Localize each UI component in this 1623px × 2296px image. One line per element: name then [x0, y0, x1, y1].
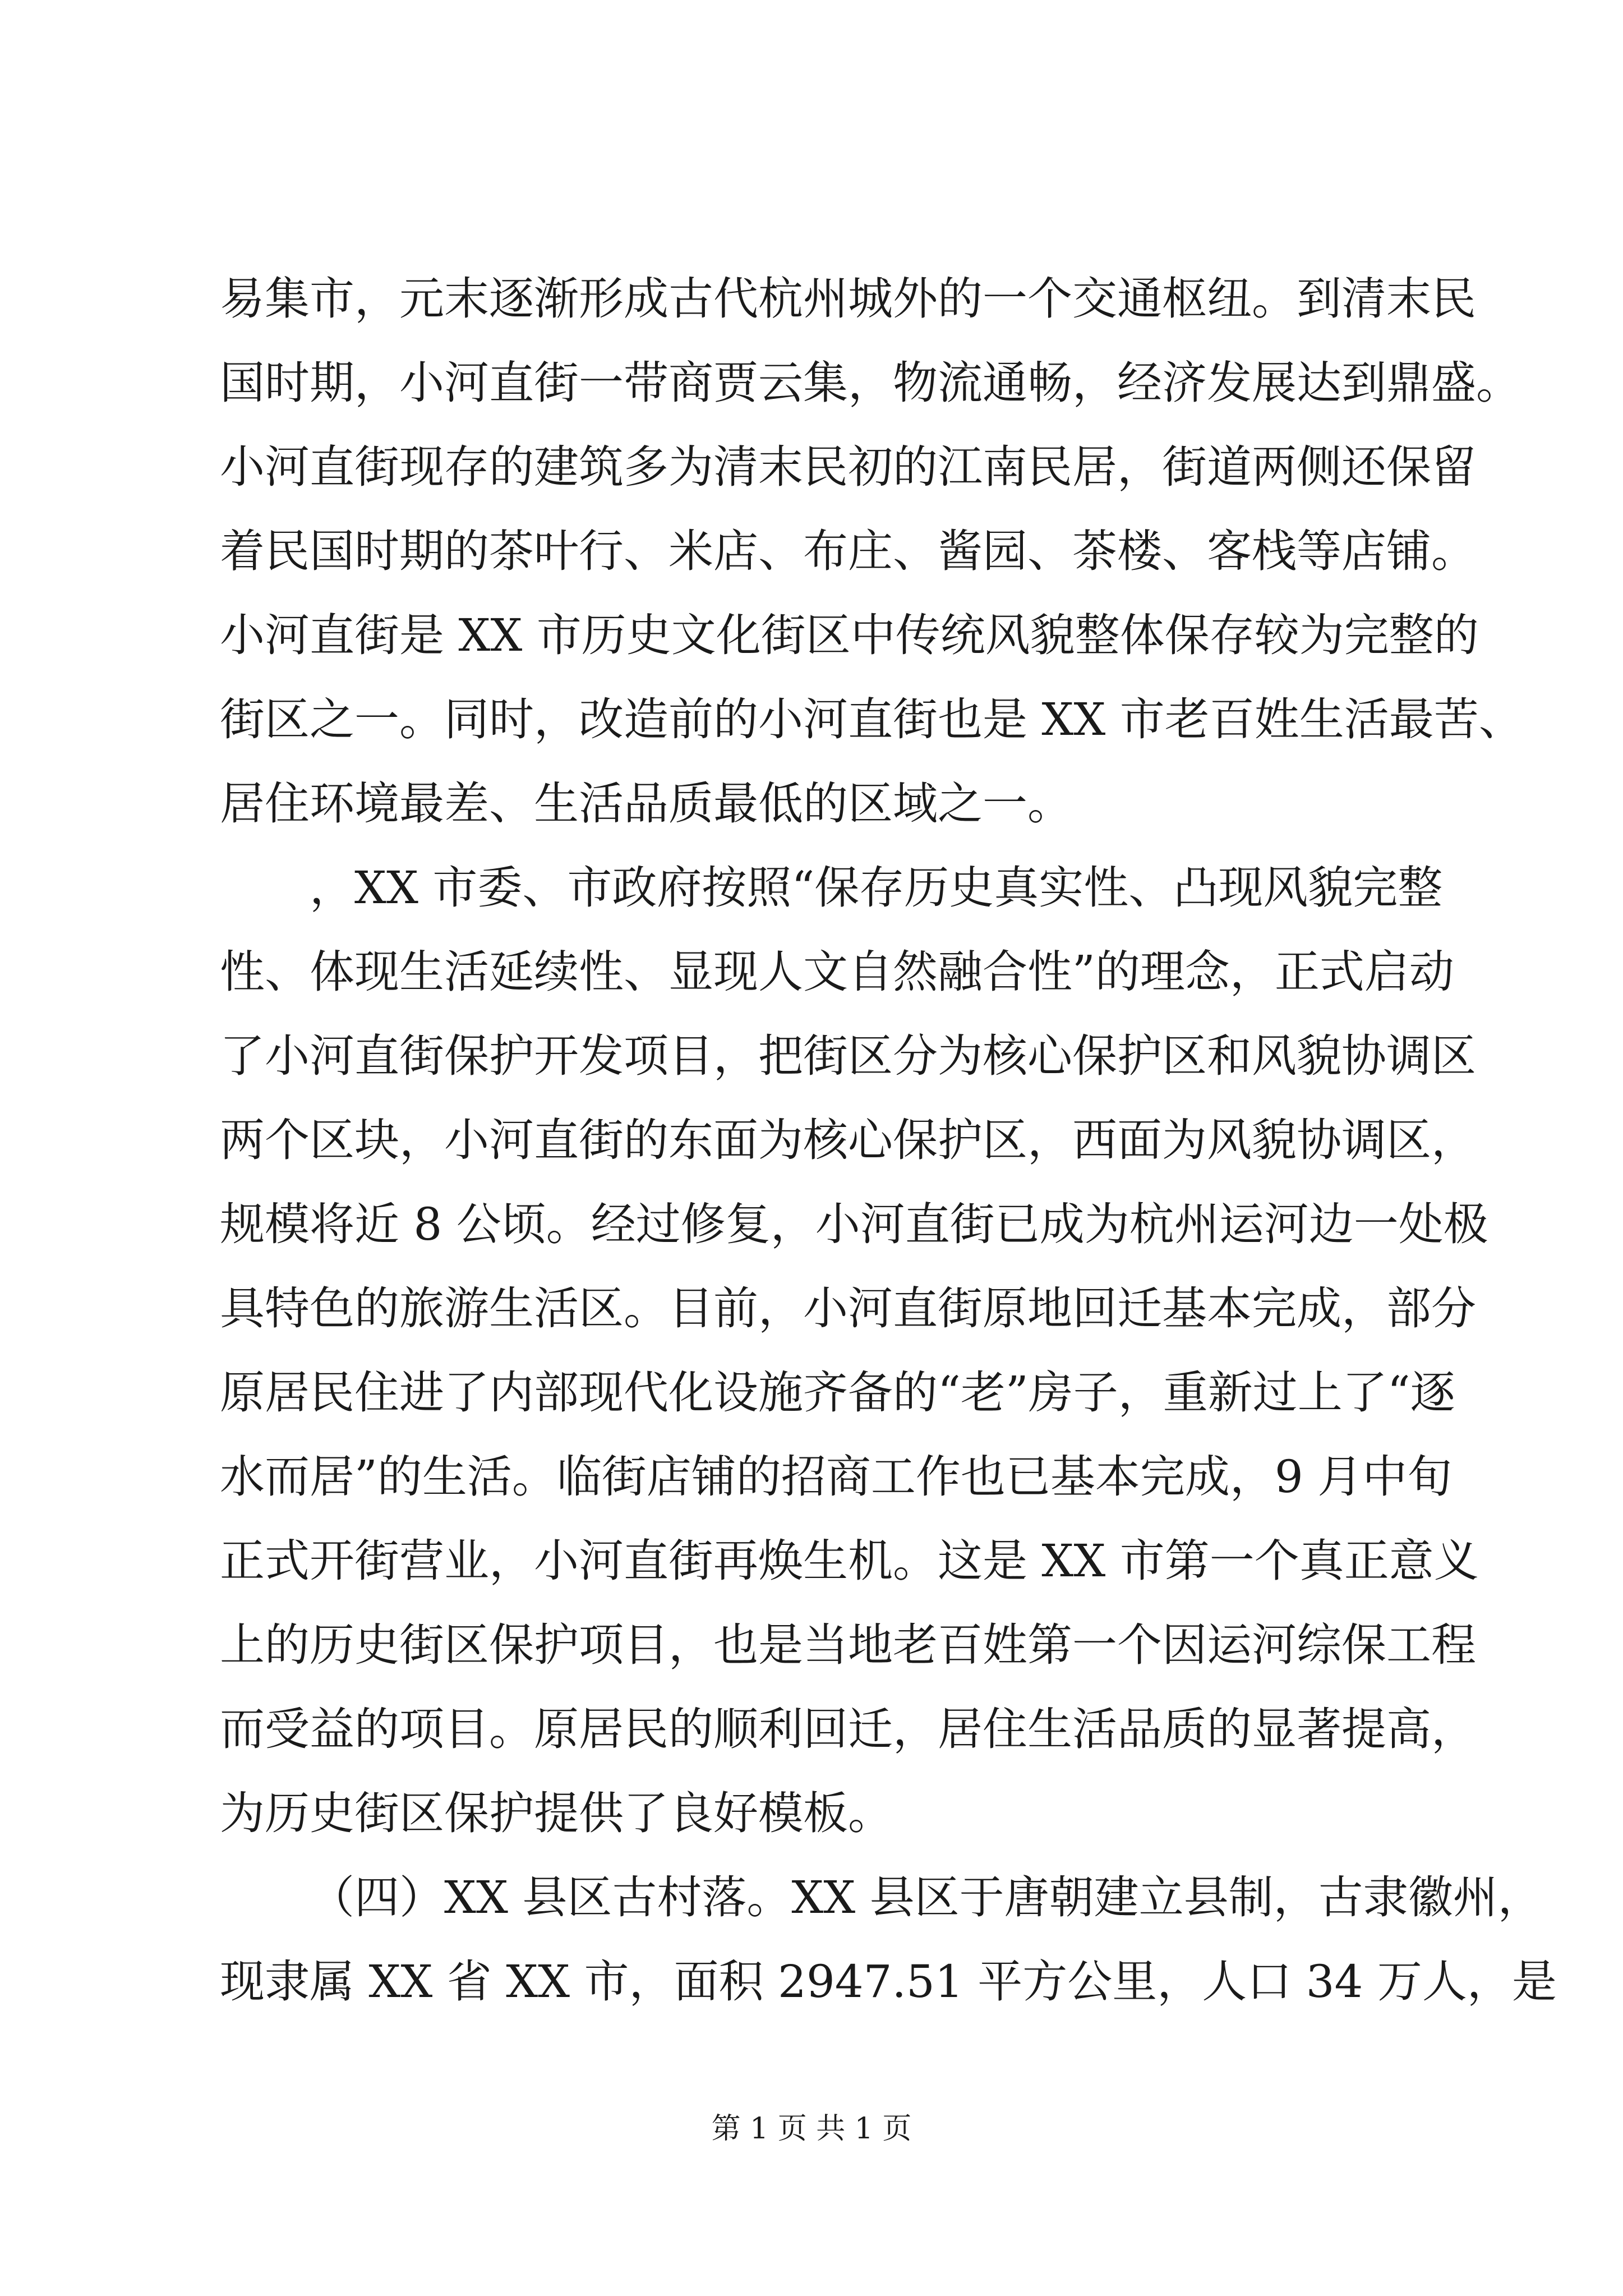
- text-line: 着民国时期的茶叶行、米店、布庄、酱园、茶楼、客栈等店铺。: [220, 525, 1476, 577]
- paragraph-1: [220, 257, 1524, 846]
- text-line: 了小河直街保护开发项目，把街区分为核心保护区和风貌协调区: [220, 1030, 1476, 1082]
- text-line: 居住环境最差、生活品质最低的区域之一。: [220, 777, 1072, 830]
- paragraph-2: [220, 846, 1488, 1856]
- page-number-label: 第 1 页 共 1 页: [711, 2112, 912, 2146]
- text-line: 水而居”的生活。临街店铺的招商工作也已基本完成，9 月中旬: [220, 1451, 1453, 1503]
- text-line: 为历史街区保护提供了良好模板。: [220, 1787, 893, 1839]
- page-footer: [0, 2104, 1623, 2154]
- body-text: [220, 257, 1557, 2024]
- text-line: 正式开街营业，小河直街再焕生机。这是 XX 市第一个真正意义: [220, 1535, 1479, 1587]
- text-line: 街区之一。同时，改造前的小河直街也是 XX 市老百姓生活最苦、: [220, 693, 1524, 746]
- text-line: ，XX 市委、市政府按照“保存历史真实性、凸现风貌完整: [310, 862, 1443, 914]
- text-line: 具特色的旅游生活区。目前，小河直街原地回迁基本完成，部分: [220, 1282, 1476, 1335]
- text-line: 国时期，小河直街一带商贾云集，物流通畅，经济发展达到鼎盛。: [220, 357, 1521, 409]
- text-line: 规模将近 8 公顷。经过修复，小河直街已成为杭州运河边一处极: [220, 1198, 1488, 1250]
- text-line: 原居民住进了内部现代化设施齐备的“老”房子，重新过上了“逐: [220, 1366, 1455, 1419]
- text-line: （四）XX 县区古村落。XX 县区于唐朝建立县制，古隶徽州，: [310, 1871, 1543, 1924]
- paragraph-3: [220, 1856, 1557, 2024]
- text-line: 性、体现生活延续性、显现人文自然融合性”的理念，正式启动: [220, 946, 1454, 998]
- text-line: 易集市，元末逐渐形成古代杭州城外的一个交通枢纽。到清末民: [220, 273, 1476, 325]
- text-line: 小河直街是 XX 市历史文化街区中传统风貌整体保存较为完整的: [220, 609, 1479, 661]
- text-line: 两个区块，小河直街的东面为核心保护区，西面为风貌协调区，: [220, 1114, 1476, 1166]
- text-line: 小河直街现存的建筑多为清末民初的江南民居，街道两侧还保留: [220, 441, 1476, 493]
- text-line: 而受益的项目。原居民的顺利回迁，居住生活品质的显著提高，: [220, 1703, 1476, 1755]
- text-line: 上的历史街区保护项目，也是当地老百姓第一个因运河综保工程: [220, 1619, 1476, 1671]
- text-line: 现隶属 XX 省 XX 市，面积 2947.51 平方公里，人口 34 万人，是: [220, 1955, 1557, 2008]
